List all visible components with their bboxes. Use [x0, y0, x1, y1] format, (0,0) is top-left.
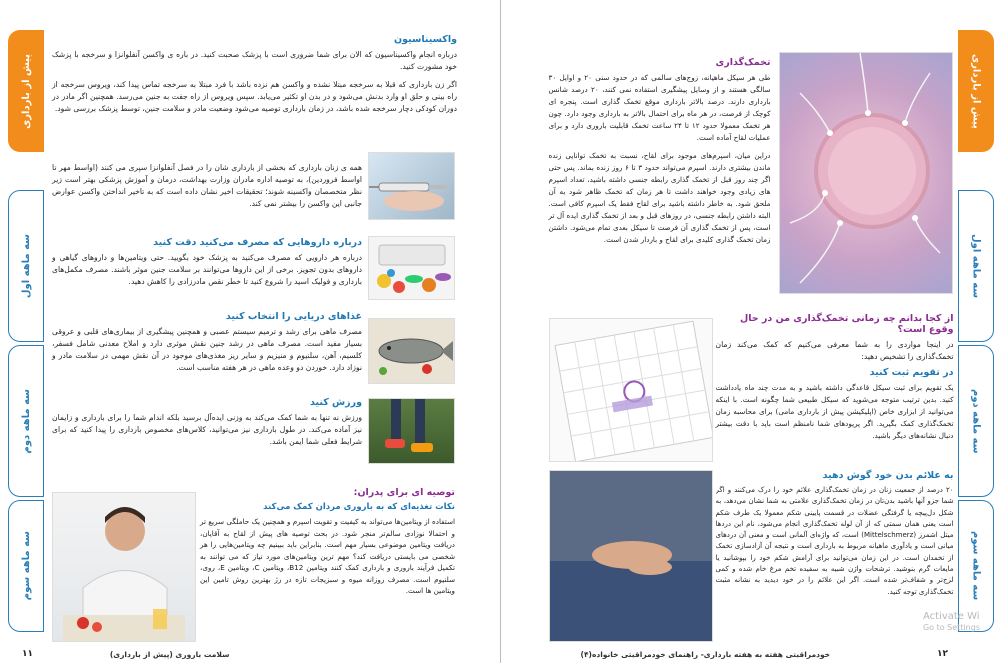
- tab-first-trimester[interactable]: [8, 190, 44, 342]
- father-photo: [52, 492, 196, 642]
- egg-sperm-photo: [779, 52, 953, 294]
- tab-label: سه ماهه دوم: [20, 388, 32, 454]
- tab-label: سه ماهه سوم: [20, 531, 32, 601]
- seafood-section: [52, 311, 362, 374]
- tab-label: پیش از بارداری: [20, 53, 32, 129]
- pills-photo: [368, 236, 455, 300]
- exercise-text: ورزش نه تنها به شما کمک می‌کند به وزنی ایده‌آل برسید بلکه اندام شما را برای بارداری و زایمان نیز آماده می‌کند. در طول بارداری نیز می‌توانید، کلاس‌های مخصوص بارداری را پیدا کنید که برای شرایط فعلی شما ایمن باشد.: [52, 413, 362, 446]
- right-side-tabs: [958, 30, 992, 630]
- when-title: از کجا بدانم چه زمانی تخمک‌گذاری من در حال وقوع است؟: [739, 313, 954, 335]
- tab-second-trimester[interactable]: [8, 345, 44, 497]
- when-text: در اینجا مواردی را به شما معرفی می‌کنیم که کمک می‌کند زمان تخمک‌گذاری را تشخیص دهید:: [715, 340, 954, 361]
- when-section: [716, 313, 954, 363]
- ovulation-section: [549, 57, 771, 246]
- abdominal-pain-photo: [549, 470, 713, 642]
- vaccine-photo: [368, 152, 455, 220]
- pills-icon: [369, 237, 454, 299]
- calendar-text: یک تقویم برای ثبت سیکل قاعدگی داشته باشید و به مدت چند ماه یادداشت کنید. بدین ترتیب متوجه می‌شوید که سیکل طبیعی شما چگونه است. با اینکه می‌توانید از ابزاری خاص (اپلیکیشن پیش از بارداری مامی) برای محاسبه زمان تخمک‌گذاری کمک بگیرید. اگر پریودهای شما نامنظم است باید با دقت بیشتر دنبال نشانه‌های دیگر باشید.: [715, 383, 954, 440]
- tab-label: پیش از بارداری: [970, 53, 982, 129]
- medication-section: [52, 237, 362, 288]
- fathers-title: توصیه ای برای پدران:: [353, 487, 455, 498]
- tab-third-trimester[interactable]: [8, 500, 44, 632]
- running-shoes-icon: [369, 399, 454, 463]
- body-signs-title: به علائم بدن خود گوش دهید: [822, 470, 954, 481]
- watermark-line-2: Go to Settings: [922, 623, 980, 632]
- tab-label: سه ماهه اول: [970, 233, 982, 299]
- seafood-text: مصرف ماهی برای رشد و ترمیم سیستم عصبی و همچنین پیشگیری از بیماری‌های قلبی و عروقی بسیار مفید است. مصرف ماهی در رشد جنین نقش موثری دارد و املاح معدنی شامل فسفر، کلسیم، آهن، سلنیوم و منیزیم و سایر ریز مغذی‌های موجود در آن نقش مهمی در سلامت مادر و نوزاد دارد. خوردن دو وعده ماهی در هر هفته مناسب است.: [52, 327, 362, 372]
- calendar-photo: [549, 318, 713, 462]
- ovulation-paragraph-2: دراین میان، اسپرم‌های موجود برای لقاح، نسبت به تخمک توانایی زنده ماندن بیشتری دارند. اسپرم می‌تواند حدود ۳ تا ۶ روز زنده بماند. پس حتی اگر چند روز قبل از تخمک گذاری رابطه جنسی داشته باشید، تعداد اسپرم های زیادی وجود خواهند داشت تا هر زمان که تخمک ظاهر شود به آن ملحق شود. به خاطر داشته باشید برای لقاح فقط یک اسپرم کافی است. البته داشتن رابطه جنسی، در روزهای قبل و بعد از تخمک گذاری ایده آل تر است، پس از تخمک گذاری آن فرصت تا سیکل بعدی تمام می‌شود. داشتن زمان تخمک گذاری کلیدی برای لقاح و باردار شدن است.: [548, 151, 771, 244]
- right-footer: خودمراقبتی هفته به هفته بارداری- راهنمای خودمراقبتی خانواده(۴): [580, 650, 831, 659]
- fathers-subtitle: نکات تغذیه‌ای که به باروری مردان کمک می‌کند: [263, 502, 455, 512]
- vaccine-paragraph-3: همه ی زنان بارداری که بخشی از بارداری شان را در فصل آنفلوانزا سپری می کنند (اواسط مهر تا اواسط فروردین)، به توصیه اداره مادران وزارت بهداشت، درمان و آموزش پزشکی بهتر است زیر نظر متخصصان واکسینه شوند؛ تحقیقات اخیر نشان داده است که به تاخیر انداختن واکسن عوارض جانبی این واکسن را بیشتر نمی کند.: [52, 163, 362, 208]
- seafood-title: غذاهای دریایی را انتخاب کنید: [225, 311, 362, 322]
- left-side-tabs: [8, 30, 42, 630]
- fathers-section: [200, 487, 455, 597]
- tab-label: سه ماهه دوم: [970, 388, 982, 454]
- calendar-title: در تقویم ثبت کنید: [869, 367, 954, 378]
- left-footer: سلامت باروری (پیش از بارداری): [109, 650, 230, 659]
- abdominal-pain-icon: [550, 471, 712, 641]
- left-page-number: ۱۱: [22, 649, 33, 659]
- vaccine-title: واکسیناسیون: [394, 34, 457, 45]
- tab-second-trimester[interactable]: [958, 345, 994, 497]
- body-signs-text: ۲۰ درصد از جمعیت زنان در زمان تخمک‌گذاری علائم خود را درک می‌کنند و اگر شما جزو آنها باشید بدن‌تان در زمان تخمک‌گذاری علامتی به شما نشان می‌دهد، به شکل دل‌پیچه یا گرفتگی عضلات در قسمت پایینی شکم معمولا یک طرف شکم است یعنی همان سمتی که از آن لوله تخمک‌گذاری انجام می‌شود، نام این دردها میتل اشمرز (Mittelschmerz) است، که واژه‌ای آلمانی است و معنی آن دردهای میانی است و یادآوری ماهیانه مربوط به بارداری است و نتیجه آن آزادسازی تخمک از تخمدان است. در این زمان می‌توانید برای آرامش شکم خود را بپوشانید یا مایعات گرم بنوشید. ترشحات واژن شبیه به سفیده تخم مرغ خام شده و کمی لزج‌تر و شفاف‌تر شده است. اگر این علائم را در خود دیدید به نشانه مثبت تخمک‌گذاری توجه کنید.: [715, 486, 954, 596]
- body-signs-section: [716, 470, 954, 621]
- medication-title: درباره داروهایی که مصرف می‌کنید دقت کنید: [153, 237, 362, 248]
- vaccine-paragraph-1: درباره انجام واکسیناسیون که الان برای شما ضروری است با پزشک صحبت کنید. در باره ی واکسن آنفلوانزا و سرخجه با پزشک خود مشورت کنید.: [52, 50, 457, 71]
- tab-label: سه ماهه سوم: [970, 531, 982, 601]
- watermark-line-1: Activate Wi: [922, 611, 980, 622]
- calendar-icon: [550, 319, 712, 461]
- right-page-number: ۱۲: [937, 649, 948, 659]
- fish-icon: [369, 319, 454, 383]
- syringe-icon: [369, 153, 454, 219]
- exercise-section: [52, 397, 362, 448]
- exercise-title: ورزش کنید: [309, 397, 362, 408]
- medication-text: درباره هر دارویی که مصرف می‌کنید به پزشک خود بگویید. حتی ویتامین‌ها و داروهای گیاهی و داروهای بدون تجویز. برخی از این داروها می‌توانند بر سلامت جنین موثر باشند. مصرف مکمل‌های بارداری و فولیک اسید را شروع کنید تا خطر نقص مادرزادی را کاهش دهید.: [52, 253, 362, 286]
- tab-pre-pregnancy[interactable]: [8, 30, 44, 152]
- ovulation-paragraph-1: طی هر سیکل ماهیانه، زوج‌های سالمی که در حدود سنی ۲۰ و اوایل ۳۰ سالگی هستند و از وسایل پیشگیری استفاده نمی کنند، ۲۰ درصد شانس بارداری دارند. درصد بالاتر بارداری موقع تخمک گذاری است. پنجره ای کوچک از فرصت، در هر ماه برای احتمال بالاتر به بارداری وجود دارد. چون هر تخمک معمولا حدود ۱۲ تا ۲۴ ساعت تخمک قابلیت باروری دارد و برای عملیات لقاح آماده است.: [548, 73, 771, 142]
- vaccine-section: [52, 34, 457, 115]
- ovulation-title: تخمک‌گذاری: [715, 57, 771, 68]
- calendar-section: [716, 367, 954, 442]
- fathers-text: استفاده از ویتامین‌ها می‌تواند به کیفیت و تقویت اسپرم و همچنین یک حاملگی سریع تر و احتمالا نوزادی سالم‌تر منجر شود. در بحث توصیه های پیش از لقاح به آقایان، دریافت ویتامین موضوعی بسیار مهم است. بنابراین باید ببینیم چه ویتامین‌هایی را هر شخصی می بایستی دریافت کند؟ مهم ترین ویتامین‌های مورد نیاز که می توانند به تکمیل فرآیند باروری و بارداری کمک کنند ویتامین B12، ویتامین C، ویتامین E، روی، سلنیوم است. مصرف روزانه میوه و سبزیجات تازه در رژ بهترین روش تامین این ویتامین ها است.: [200, 517, 456, 595]
- tab-pre-pregnancy[interactable]: [958, 30, 994, 152]
- egg-cell-icon: [780, 53, 952, 293]
- fish-photo: [368, 318, 455, 384]
- tab-label: سه ماهه اول: [20, 233, 32, 299]
- man-eating-icon: [53, 493, 195, 641]
- tab-first-trimester[interactable]: [958, 190, 994, 342]
- running-photo: [368, 398, 455, 464]
- right-page: [501, 0, 1000, 663]
- activation-watermark: [923, 611, 980, 633]
- vaccine-paragraph-2: اگر زن بارداری که قبلا به سرخجه مبتلا نشده و واکسن هم نزده باشد با فرد مبتلا به سرخجه تماس پیدا کند، ویروس سرخجه از راه بینی و حلق او وارد بدنش می‌شود و در بدن او تکثیر می‌یابد. سپس ویروس از راه جفت به جنین می‌رسد. همچنین اگر مادر در دوران کودکی دچار سرخجه شده باشد، در زمان بارداری توصیه می‌شود وضعیت مادر و سلامت جنین، توسط پزشک بررسی شود.: [52, 80, 457, 113]
- vaccine-flu-block: [52, 162, 362, 210]
